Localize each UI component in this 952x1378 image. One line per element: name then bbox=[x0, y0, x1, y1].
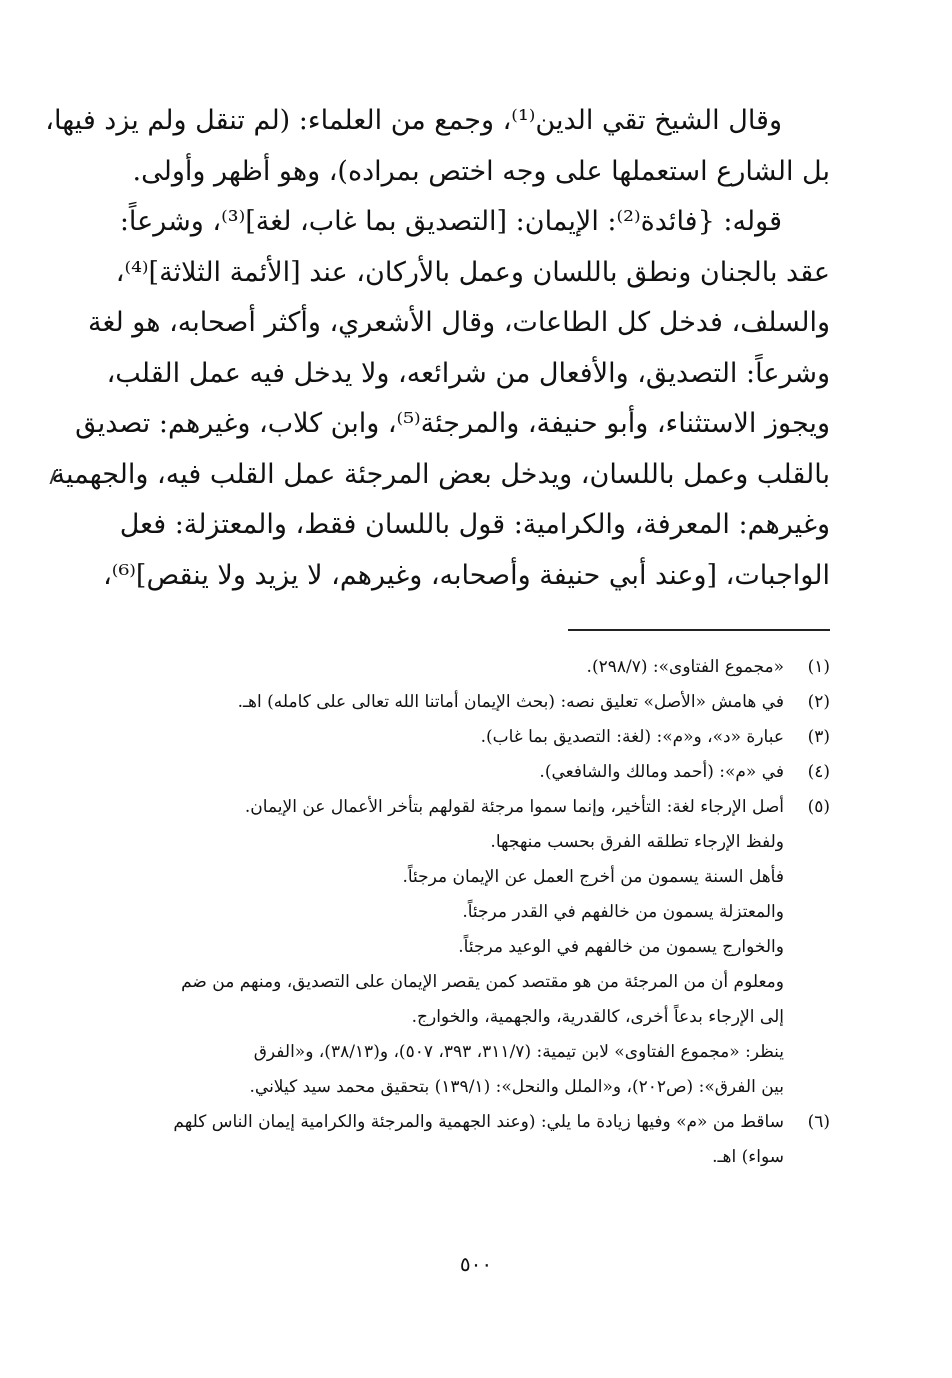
footnote-number: (٦) bbox=[807, 1112, 830, 1132]
footnote-number: (٤) bbox=[807, 762, 830, 782]
footnote-text: ومعلوم أن من المرجئة من هو مقتصد كمن يقصر الإيمان على التصديق، ومنهم من ضم bbox=[181, 972, 784, 992]
footnote-text: في هامش «الأصل» تعليق نصه: (بحث الإيمان أماتنا الله تعالى على كامله) اهـ. bbox=[237, 692, 784, 712]
paragraph-2 bbox=[51, 197, 830, 601]
main-line: عقد بالجنان ونطق باللسان وعمل بالأركان، عند [الأئمة الثلاثة]⁽⁴⁾، bbox=[115, 256, 830, 288]
main-line: وقال الشيخ تقي الدين⁽¹⁾، وجمع من العلماء: (لم تنقل ولم يزد فيها، bbox=[45, 105, 782, 136]
footnote-text: بين الفرق»: (ص٢٠٢)، و«الملل والنحل»: (١٣٩/١) بتحقيق محمد سيد كيلاني. bbox=[249, 1077, 784, 1097]
footnote-text: في «م»: (أحمد ومالك والشافعي). bbox=[539, 762, 784, 782]
footnotes bbox=[125, 650, 830, 1175]
main-text bbox=[45, 96, 830, 601]
footnote bbox=[125, 720, 830, 755]
main-line: قوله: {فائدة⁽²⁾: الإيمان: [التصديق بما غاب، لغة]⁽³⁾، وشرعاً: bbox=[119, 206, 782, 237]
footnote-number: (١) bbox=[807, 657, 830, 677]
page-number: ٥٠٠ bbox=[459, 1252, 493, 1276]
footnote-number: (٥) bbox=[807, 797, 830, 817]
footnote-text: «مجموع الفتاوى»: (٢٩٨/٧). bbox=[586, 657, 784, 677]
footnote-text: سواء) اهـ. bbox=[712, 1147, 784, 1167]
footnote-number: (٣) bbox=[807, 727, 830, 747]
main-line: بل الشارع استعملها على وجه اختص بمراده)، وهو أظهر وأولى. bbox=[132, 155, 830, 187]
main-line: بالقلب وعمل باللسان، ويدخل بعض المرجئة عمل القلب فيه، والجهمية bbox=[51, 458, 830, 490]
main-line: والسلف، فدخل كل الطاعات، وقال الأشعري، وأكثر أصحابه، هو لغة bbox=[87, 307, 830, 338]
footnote-text: ينظر: «مجموع الفتاوى» لابن تيمية: (٣١١/٧، ٣٩٣، ٥٠٧)، و(٣٨/١٣)، و«الفرق bbox=[253, 1042, 784, 1062]
main-line: وغيرهم: المعرفة، والكرامية: قول باللسان فقط، والمعتزلة: فعل bbox=[119, 509, 830, 540]
footnote-text: ولفظ الإرجاء تطلقه الفرق بحسب منهجها. bbox=[490, 832, 784, 852]
footnote bbox=[125, 650, 830, 685]
footnote-text: أصل الإرجاء لغة: التأخير، وإنما سموا مرجئة لقولهم بتأخر الأعمال عن الإيمان. bbox=[244, 797, 784, 817]
footnote-number: (٢) bbox=[807, 692, 830, 712]
footnote-text: ساقط من «م» وفيها زيادة ما يلي: (وعند الجهمية والمرجئة والكرامية إيمان الناس كلهم bbox=[173, 1112, 784, 1132]
footnote bbox=[125, 685, 830, 720]
main-line: ويجوز الاستثناء، وأبو حنيفة، والمرجئة⁽⁵⁾، وابن كلاب، وغيرهم: تصديق bbox=[75, 408, 830, 439]
main-line: الواجبات، [وعند أبي حنيفة وأصحابه، وغيرهم، لا يزيد ولا ينقص]⁽⁶⁾، bbox=[103, 559, 830, 591]
footnote-text: والخوارج يسمون من خالفهم في الوعيد مرجئاً. bbox=[458, 937, 784, 957]
footnote-text: فأهل السنة يسمون من أخرج العمل عن الإيمان مرجئاً. bbox=[402, 867, 784, 887]
footnote bbox=[125, 1105, 830, 1175]
paragraph-1 bbox=[45, 96, 830, 197]
footnote-divider bbox=[568, 629, 830, 631]
footnote-text: عبارة «د»، و«م»: (لغة: التصديق بما غاب). bbox=[480, 727, 784, 747]
main-line: وشرعاً: التصديق، والأفعال من شرائعه، ولا يدخل فيه عمل القلب، bbox=[106, 357, 830, 389]
footnote-text: إلى الإرجاء بدعاً أخرى، كالقدرية، والجهمية، والخوارج. bbox=[411, 1007, 784, 1027]
footnote bbox=[125, 755, 830, 790]
footnote bbox=[125, 790, 830, 1105]
footnote-text: والمعتزلة يسمون من خالفهم في القدر مرجئاً. bbox=[462, 902, 784, 922]
